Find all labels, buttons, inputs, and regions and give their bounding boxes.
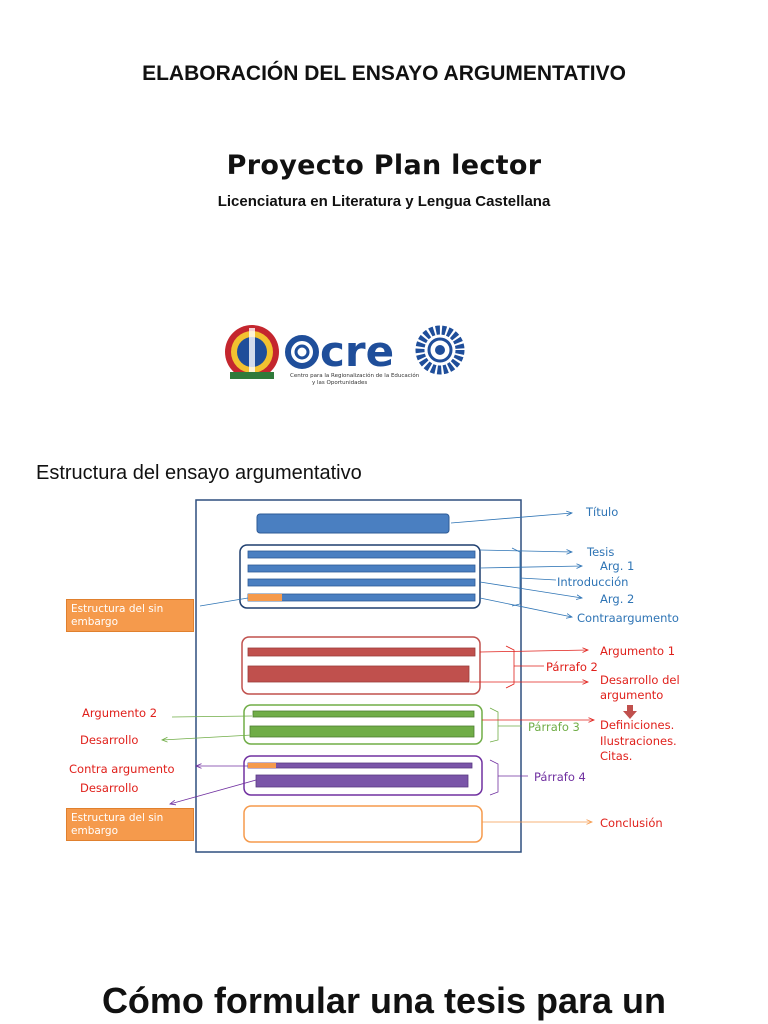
paragraph3-line2 [250,726,474,737]
paragraph2-line2 [248,666,469,682]
label-tesis: Tesis [587,545,615,559]
paragraph4-line1-accent [248,763,276,768]
paragraph4-line1 [248,763,472,768]
label-introduccion: Introducción [557,575,629,589]
intro-line-arg1 [248,565,475,572]
project-title: Proyecto Plan lector [226,150,542,181]
sin-embargo-top-line2: embargo [71,616,119,628]
paragraph4-line2 [256,775,468,787]
label-argumento2: Argumento 2 [82,706,158,720]
label-desarrollo-del: Desarrollo del [600,673,680,687]
down-arrow-icon [623,705,637,719]
program-name: Licenciatura en Literatura y Lengua Castellana [217,193,551,210]
label-ilustraciones: Ilustraciones. [600,734,677,748]
title-bar [257,514,449,533]
label-desarrollo-left: Desarrollo [80,733,139,747]
svg-text:y las Oportunidades: y las Oportunidades [312,380,368,386]
svg-text:Centro para la Regionalización: Centro para la Regionalización de la Educación [290,373,420,379]
paragraph2-line1 [248,648,475,656]
intro-line-contra-accent [248,594,282,601]
intro-line-arg2 [248,579,475,586]
label-parrafo4: Párrafo 4 [534,770,586,784]
label-parrafo3: Párrafo 3 [528,720,580,734]
paragraph3-line1 [253,711,474,717]
label-contraargumento: Contraargumento [577,611,679,625]
label-conclusion: Conclusión [600,816,663,830]
label-titulo: Título [586,505,619,519]
label-definiciones: Definiciones. [600,718,675,732]
svg-text:cre: cre [320,327,395,376]
label-citas: Citas. [600,749,633,763]
sin-embargo-top-line1: Estructura del sin [71,603,164,615]
label-arg1: Arg. 1 [600,559,635,573]
sin-embargo-box-top [66,599,194,632]
next-section-heading: Cómo formular una tesis para un [101,980,667,1021]
intro-line-contra [248,594,475,601]
intro-line-tesis [248,551,475,558]
label-argumento: argumento [600,688,664,702]
sin-embargo-box-bottom [66,808,194,841]
label-argumento1: Argumento 1 [600,644,676,658]
sin-embargo-bottom-line1: Estructura del sin [71,812,164,824]
label-parrafo2: Párrafo 2 [546,660,598,674]
diagram-heading: Estructura del ensayo argumentativo [36,462,362,484]
document-title: ELABORACIÓN DEL ENSAYO ARGUMENTATIVO [142,62,626,85]
sin-embargo-bottom-line2: embargo [71,825,119,837]
label-arg2: Arg. 2 [600,592,635,606]
label-desarrollo-left2: Desarrollo [80,781,139,795]
label-contra-argumento: Contra argumento [69,762,175,776]
